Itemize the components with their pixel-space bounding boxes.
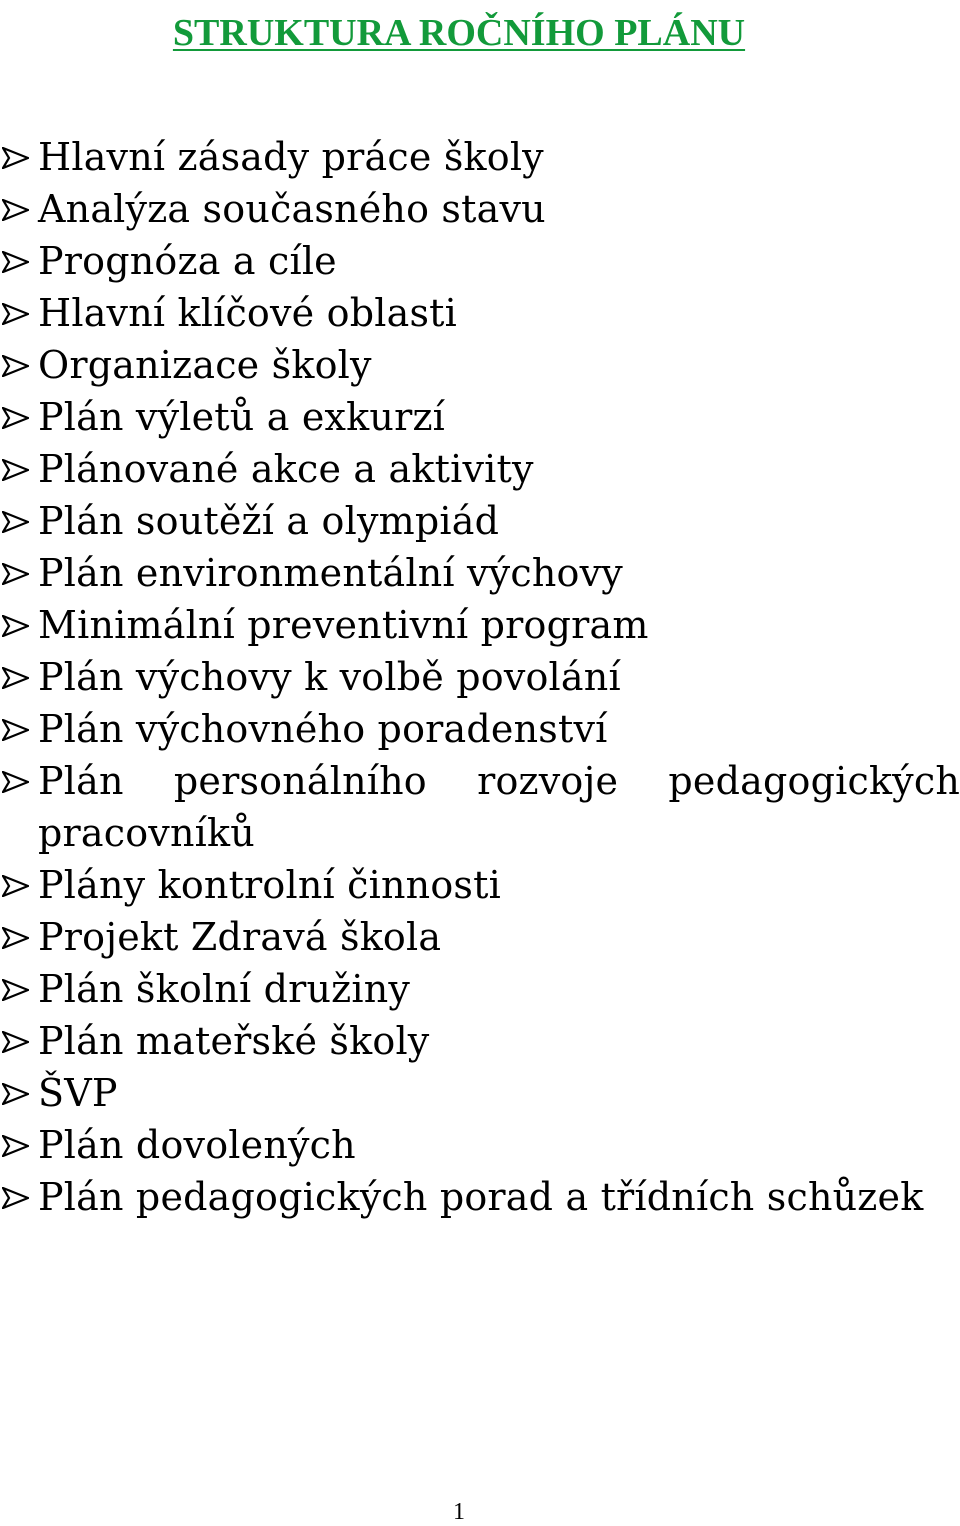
arrowhead-bullet-icon: [2, 1187, 29, 1209]
arrowhead-bullet-icon: [2, 927, 29, 949]
plan-structure-list: [0, 131, 960, 1223]
list-item-text: ŠVP: [38, 1071, 118, 1115]
list-item: [0, 1119, 960, 1171]
list-item: [0, 755, 960, 859]
list-item-text: Plán výletů a exkurzí: [38, 395, 446, 439]
list-item-text: Organizace školy: [38, 343, 372, 387]
list-item: [0, 651, 960, 703]
list-item: [0, 443, 960, 495]
list-item-text: Plán mateřské školy: [38, 1019, 430, 1063]
arrowhead-bullet-icon: [2, 147, 29, 169]
list-item-text: Plán pedagogických porad a třídních schůzek: [38, 1175, 924, 1219]
arrowhead-bullet-icon: [2, 615, 29, 637]
list-item-text: Plán výchovného poradenství: [38, 707, 608, 751]
page-title: STRUKTURA ROČNÍHO PLÁNU: [172, 12, 746, 54]
arrowhead-bullet-icon: [2, 719, 29, 741]
arrowhead-bullet-icon: [2, 355, 29, 377]
list-item: [0, 183, 960, 235]
list-item-text: Prognóza a cíle: [38, 239, 337, 283]
list-item: [0, 1067, 960, 1119]
list-item-text: Plán školní družiny: [38, 967, 411, 1011]
list-item: [0, 235, 960, 287]
arrowhead-bullet-icon: [2, 563, 29, 585]
list-item: [0, 963, 960, 1015]
list-item: [0, 131, 960, 183]
list-item: [0, 1171, 960, 1223]
list-item: [0, 1015, 960, 1067]
arrowhead-bullet-icon: [2, 1031, 29, 1053]
list-item-text: Projekt Zdravá škola: [38, 915, 442, 959]
list-item-text: Plány kontrolní činnosti: [38, 863, 501, 907]
arrowhead-bullet-icon: [2, 199, 29, 221]
arrowhead-bullet-icon: [2, 251, 29, 273]
list-item-text: Plán výchovy k volbě povolání: [38, 655, 621, 699]
list-item: [0, 911, 960, 963]
arrowhead-bullet-icon: [2, 459, 29, 481]
list-item: [0, 703, 960, 755]
list-item-text: Plán soutěží a olympiád: [38, 499, 500, 543]
arrowhead-bullet-icon: [2, 979, 29, 1001]
list-item: [0, 391, 960, 443]
list-item: [0, 495, 960, 547]
list-item-text: Plánované akce a aktivity: [38, 447, 534, 491]
list-item: [0, 859, 960, 911]
list-item-text: Hlavní zásady práce školy: [38, 135, 544, 179]
list-item-text: Plán dovolených: [38, 1123, 356, 1167]
list-item: [0, 547, 960, 599]
arrowhead-bullet-icon: [2, 771, 29, 793]
list-item: [0, 339, 960, 391]
arrowhead-bullet-icon: [2, 667, 29, 689]
arrowhead-bullet-icon: [2, 303, 29, 325]
arrowhead-bullet-icon: [2, 407, 29, 429]
list-item-text: Hlavní klíčové oblasti: [38, 291, 457, 335]
arrowhead-bullet-icon: [2, 875, 29, 897]
arrowhead-bullet-icon: [2, 1083, 29, 1105]
page-number: 1: [453, 1499, 465, 1525]
arrowhead-bullet-icon: [2, 1135, 29, 1157]
list-item: [0, 599, 960, 651]
list-item-text: Analýza současného stavu: [38, 187, 546, 231]
list-item-text: Minimální preventivní program: [38, 603, 649, 647]
arrowhead-bullet-icon: [2, 511, 29, 533]
list-item: [0, 287, 960, 339]
list-item-text: Plán environmentální výchovy: [38, 551, 623, 595]
list-item-text: Plán personálního rozvoje pedagogických pracovníků: [38, 759, 960, 855]
